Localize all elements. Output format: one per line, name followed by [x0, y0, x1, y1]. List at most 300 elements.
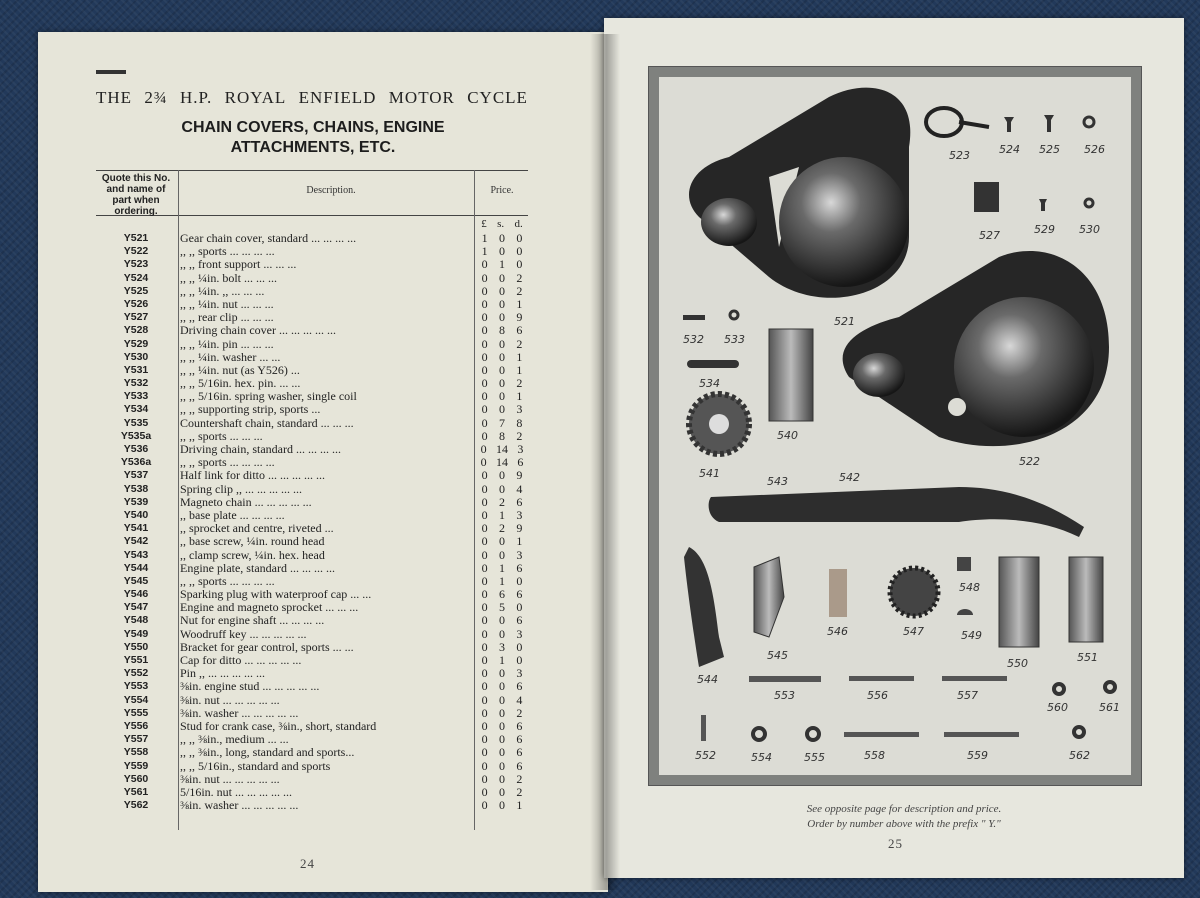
part-description: ,, ,, ¼in. ,, ... ... ...: [180, 284, 265, 298]
price-value: 0: [481, 376, 488, 391]
price-value: 0: [516, 600, 523, 615]
price-value: 0: [498, 389, 505, 404]
price-value: 14: [495, 455, 508, 470]
part-number: Y551: [123, 654, 149, 666]
part-label-551: 551: [1077, 651, 1098, 664]
part-number: Y553: [123, 680, 149, 693]
part-description: Woodruff key ... ... ... ... ...: [180, 627, 307, 641]
part-description: Countershaft chain, standard ... ... ...: [180, 416, 354, 430]
part-description: Gear chain cover, standard ... ... ... ...: [180, 232, 357, 245]
part-price: [476, 654, 528, 667]
part-number: Y545: [123, 574, 149, 587]
price-value: 0: [481, 428, 488, 443]
price-value: 0: [481, 521, 488, 536]
table-row: [96, 773, 528, 786]
table-row: [96, 338, 528, 351]
open-catalogue: [30, 14, 1180, 886]
table-row: [96, 377, 528, 390]
part-number: Y538: [123, 482, 149, 495]
price-value: 0: [481, 784, 488, 799]
price-value: 0: [498, 231, 505, 245]
table-row: [96, 799, 528, 812]
table-row: [96, 483, 528, 496]
part-description: Driving chain cover ... ... ... ... ...: [180, 324, 336, 338]
table-row: [96, 614, 528, 627]
part-number: Y548: [123, 614, 149, 627]
price-value: 0: [498, 310, 505, 325]
price-value: 0: [498, 376, 505, 391]
part-price: [476, 773, 528, 786]
part-price: [476, 733, 528, 746]
price-value: 0: [481, 639, 488, 654]
part-number: Y556: [123, 719, 149, 732]
table-row: [96, 430, 528, 443]
table-row: [96, 760, 528, 773]
part-price: [476, 680, 528, 693]
part-label-533: 533: [724, 333, 745, 346]
table-row: [96, 549, 528, 562]
part-label-546: 546: [827, 625, 848, 638]
price-value: 0: [498, 718, 505, 733]
table-row: [96, 417, 528, 430]
price-value: 14: [495, 442, 508, 456]
price-value: 0: [481, 402, 488, 417]
price-value: 0: [498, 771, 505, 786]
part-price: [476, 311, 528, 324]
part-number: Y522: [123, 245, 149, 258]
part-description: Cap for ditto ... ... ... ... ...: [180, 654, 302, 667]
price-value: 0: [498, 626, 505, 641]
table-row: [96, 522, 528, 535]
part-description: ,, ,, supporting strip, sports ...: [180, 403, 321, 417]
running-head-word: ENFIELD: [298, 88, 377, 107]
price-value: 0: [481, 534, 488, 549]
table-row: [96, 311, 528, 324]
part-label-549: 549: [961, 629, 982, 642]
part-number: Y555: [123, 706, 149, 719]
part-description: ,, ,, 5/16in. spring washer, single coil: [180, 390, 357, 404]
part-number: Y544: [123, 561, 149, 574]
part-description: ⅜in. washer ... ... ... ... ...: [180, 799, 299, 813]
price-value: 6: [516, 494, 523, 509]
part-price: [476, 364, 528, 377]
part-label-530: 530: [1079, 223, 1100, 236]
price-value: 0: [481, 679, 488, 694]
price-value: 0: [498, 692, 505, 707]
table-row: [96, 285, 528, 298]
part-price: [476, 720, 528, 733]
price-value: 0: [481, 349, 488, 364]
table-row: [96, 746, 528, 759]
part-price: [476, 496, 528, 509]
part-label-562: 562: [1069, 749, 1090, 762]
part-price: [476, 628, 528, 641]
price-value: 1: [481, 231, 488, 245]
price-value: 6: [516, 587, 523, 602]
part-number: Y539: [123, 495, 149, 508]
plate-caption: [684, 802, 1124, 832]
part-description: ⅜in. engine stud ... ... ... ... ...: [180, 680, 320, 694]
price-value: 0: [498, 758, 505, 773]
price-value: 6: [516, 613, 523, 628]
key-549: [957, 609, 973, 615]
price-value: 0: [481, 732, 488, 747]
part-price: [476, 707, 528, 720]
price-value: 0: [481, 771, 488, 786]
part-description: Engine and magneto sprocket ... ... ...: [180, 601, 359, 615]
section-title-line1: CHAIN COVERS, CHAINS, ENGINE: [181, 119, 445, 136]
part-description: ,, ,, sports ... ... ... ...: [180, 456, 275, 470]
table-row: [96, 575, 528, 588]
price-value: 1: [498, 507, 505, 522]
part-number: Y561: [123, 785, 149, 798]
table-row: [96, 351, 528, 364]
price-value: 9: [516, 468, 523, 483]
price-value: 8: [498, 323, 505, 338]
part-label-523: 523: [949, 149, 970, 162]
part-number: Y523: [123, 258, 149, 271]
part-description: ⅜in. nut ... ... ... ... ...: [180, 693, 280, 707]
table-body: [96, 232, 528, 812]
price-value: 6: [516, 560, 523, 575]
table-row: [96, 694, 528, 707]
header-description: Description.: [306, 185, 356, 196]
price-value: 1: [498, 257, 505, 272]
price-value: 8: [498, 428, 505, 443]
price-value: 0: [498, 534, 505, 549]
nut-548: [957, 557, 971, 571]
price-value: 9: [516, 521, 523, 536]
part-number: Y531: [123, 363, 149, 376]
part-label-547: 547: [903, 625, 924, 638]
part-price: [476, 509, 528, 522]
table-row: [96, 298, 528, 311]
part-description: ,, ,, ⅜in., medium ... ...: [180, 733, 289, 747]
table-row: [96, 535, 528, 548]
table-row: [96, 232, 528, 245]
sparking-plug-546: [829, 569, 847, 617]
table-row: [96, 272, 528, 285]
part-price: [476, 377, 528, 390]
part-number: Y525: [123, 284, 149, 297]
cap-551: [1069, 557, 1103, 642]
part-number: Y559: [123, 759, 149, 772]
price-value: 0: [498, 613, 505, 628]
price-value: 6: [517, 455, 524, 470]
part-number: Y521: [123, 232, 149, 244]
part-number: Y543: [123, 548, 149, 561]
price-value: 0: [481, 468, 488, 483]
price-value: 0: [481, 745, 488, 760]
page-number-right: 25: [888, 836, 903, 851]
part-label-554: 554: [751, 751, 772, 764]
part-price: [476, 641, 528, 654]
price-value: 0: [498, 481, 505, 496]
price-value: 0: [481, 600, 488, 615]
part-price: [476, 245, 528, 258]
table-row: [96, 601, 528, 614]
part-description: Half link for ditto ... ... ... ... ...: [180, 469, 325, 483]
part-label-532: 532: [683, 333, 704, 346]
price-value: 2: [516, 428, 523, 443]
price-value: 0: [481, 270, 488, 285]
part-label-527: 527: [979, 229, 1000, 242]
price-value: 0: [516, 653, 523, 667]
part-price: [476, 443, 528, 456]
price-value: 0: [516, 231, 523, 245]
right-page: [604, 18, 1184, 878]
part-price: [476, 272, 528, 285]
part-number: Y535: [123, 416, 149, 429]
part-price: [476, 799, 528, 812]
part-number: Y536: [123, 443, 149, 455]
price-value: 1: [516, 349, 523, 364]
part-number: Y549: [123, 627, 149, 640]
price-value: 1: [498, 653, 505, 667]
price-units: [476, 218, 528, 230]
table-row: [96, 456, 528, 469]
part-label-557: 557: [957, 689, 978, 702]
table-row: [96, 588, 528, 601]
price-value: 0: [516, 257, 523, 272]
price-value: 0: [498, 784, 505, 799]
price-value: 0: [498, 468, 505, 483]
price-value: 0: [481, 507, 488, 522]
table-row: [96, 667, 528, 680]
part-number: Y537: [123, 469, 149, 482]
price-value: 6: [498, 587, 505, 602]
price-value: 0: [480, 442, 487, 456]
price-value: 0: [481, 257, 488, 272]
part-label-561: 561: [1099, 701, 1120, 714]
part-price: [476, 338, 528, 351]
strip-534: [687, 360, 739, 368]
section-title: [98, 118, 528, 158]
table-row: [96, 720, 528, 733]
part-price: [476, 562, 528, 575]
price-value: 8: [516, 415, 523, 430]
part-price: [476, 667, 528, 680]
part-price: [476, 403, 528, 416]
part-number: Y554: [123, 693, 149, 706]
part-price: [476, 298, 528, 311]
price-value: 2: [516, 376, 523, 391]
table-row: [96, 509, 528, 522]
price-value: 0: [498, 296, 505, 311]
header-quote-line: Quote this No.: [101, 173, 171, 184]
price-value: 6: [516, 732, 523, 747]
part-description: Driving chain, standard ... ... ... ...: [180, 443, 341, 456]
price-value: 6: [516, 758, 523, 773]
price-value: 0: [498, 547, 505, 562]
price-value: 7: [498, 415, 505, 430]
header-quote-line: and name of: [106, 184, 166, 195]
part-number: Y550: [123, 640, 149, 653]
part-label-526: 526: [1084, 143, 1105, 156]
part-description: ,, ,, ¼in. pin ... ... ...: [180, 337, 274, 351]
part-description: 5/16in. nut ... ... ... ... ...: [180, 785, 293, 799]
price-value: 3: [516, 547, 523, 562]
price-value: 3: [516, 507, 523, 522]
price-value: 0: [498, 349, 505, 364]
part-number: Y552: [123, 667, 149, 680]
price-value: 2: [516, 705, 523, 720]
price-value: 0: [481, 705, 488, 720]
part-number: Y557: [123, 733, 149, 746]
table-header: [96, 170, 528, 216]
sprocket-547: [890, 568, 938, 616]
running-head-word: MOTOR: [388, 88, 455, 107]
part-number: Y541: [123, 522, 149, 535]
header-quote-line: part when: [112, 195, 160, 206]
price-value: 0: [498, 244, 505, 259]
part-number: Y526: [123, 297, 149, 310]
part-price: [476, 324, 528, 337]
part-price: [476, 285, 528, 298]
price-value: 9: [516, 310, 523, 325]
price-value: 0: [481, 389, 488, 404]
table-row: [96, 496, 528, 509]
part-label-559: 559: [967, 749, 988, 762]
price-unit: £: [481, 218, 487, 230]
part-price: [476, 469, 528, 482]
price-value: 1: [498, 560, 505, 575]
parts-table: [96, 170, 528, 830]
part-label-553: 553: [774, 689, 795, 702]
price-value: 0: [481, 798, 488, 813]
ink-mark: [96, 70, 126, 74]
price-value: 5: [498, 600, 505, 615]
price-value: 0: [481, 613, 488, 628]
part-number: Y528: [123, 324, 149, 337]
price-value: 0: [481, 362, 488, 377]
part-label-542: 542: [839, 471, 860, 484]
price-value: 0: [481, 692, 488, 707]
part-price: [476, 614, 528, 627]
section-title-line2: ATTACHMENTS, ETC.: [230, 139, 396, 156]
table-row: [96, 324, 528, 337]
part-description: Bracket for gear control, sports ... ...: [180, 640, 354, 654]
part-price: [476, 258, 528, 271]
left-page: [38, 32, 608, 892]
price-value: 0: [498, 732, 505, 747]
price-value: 0: [481, 547, 488, 562]
price-value: 0: [481, 323, 488, 338]
price-value: 0: [498, 362, 505, 377]
part-description: ,, ,, front support ... ... ...: [180, 258, 297, 272]
part-description: ,, ,, ¼in. nut ... ... ...: [180, 297, 274, 311]
base-plate-540: [769, 329, 813, 421]
price-value: 0: [516, 244, 523, 259]
table-row: [96, 469, 528, 482]
running-head-word: H.P.: [179, 88, 213, 107]
table-row: [96, 733, 528, 746]
part-label-529: 529: [1034, 223, 1055, 236]
price-value: 0: [498, 270, 505, 285]
part-description: ,, ,, ¼in. bolt ... ... ...: [180, 271, 278, 285]
part-price: [476, 746, 528, 759]
part-label-521: 521: [834, 315, 855, 328]
part-description: Magneto chain ... ... ... ... ...: [180, 495, 312, 509]
price-value: 3: [516, 626, 523, 641]
price-value: 4: [516, 692, 523, 707]
part-label-558: 558: [864, 749, 885, 762]
price-value: 6: [516, 323, 523, 338]
part-price: [476, 390, 528, 403]
price-value: 0: [516, 639, 523, 654]
part-number: Y540: [123, 508, 149, 521]
price-value: 2: [516, 771, 523, 786]
price-value: 0: [481, 336, 488, 351]
price-value: 0: [498, 666, 505, 681]
parts-illustration: [659, 77, 1131, 775]
part-description: Nut for engine shaft ... ... ... ...: [180, 614, 325, 628]
part-description: ⅜in. nut ... ... ... ... ...: [180, 772, 280, 786]
part-label-534: 534: [699, 377, 720, 390]
part-description: ,, ,, ¼in. nut (as Y526) ...: [180, 363, 300, 377]
part-price: [476, 522, 528, 535]
part-price: [476, 601, 528, 614]
part-label-524: 524: [999, 143, 1020, 156]
price-value: 0: [481, 626, 488, 641]
price-value: 0: [481, 653, 488, 667]
part-description: Engine plate, standard ... ... ... ...: [180, 561, 335, 575]
price-value: 2: [498, 521, 505, 536]
price-value: 0: [498, 402, 505, 417]
part-description: ,, clamp screw, ¼in. hex. head: [180, 548, 325, 562]
table-row: [96, 403, 528, 416]
price-unit: s.: [497, 218, 505, 230]
rear-clip-527: [974, 182, 999, 212]
part-number: Y562: [123, 799, 149, 812]
price-value: 2: [516, 270, 523, 285]
part-number: Y532: [123, 377, 149, 390]
caption-line1: See opposite page for description and price.: [806, 803, 1002, 815]
part-price: [476, 694, 528, 707]
part-number: Y535a: [120, 429, 152, 442]
price-value: 0: [481, 587, 488, 602]
book-gutter: [590, 34, 620, 890]
price-value: 0: [498, 705, 505, 720]
driving-chain-cover-528: [709, 487, 1084, 537]
price-value: 6: [516, 745, 523, 760]
part-price: [476, 483, 528, 496]
part-label-543: 543: [767, 475, 788, 488]
header-quote: [96, 173, 176, 217]
sprocket-541: [689, 394, 749, 454]
part-label-552: 552: [695, 749, 716, 762]
part-label-550: 550: [1007, 657, 1028, 670]
engine-plate-545: [754, 557, 784, 637]
part-number: Y529: [123, 337, 149, 350]
part-label-541: 541: [699, 467, 720, 480]
part-number: Y546: [123, 588, 149, 601]
part-label-560: 560: [1047, 701, 1068, 714]
price-value: 6: [516, 718, 523, 733]
part-description: ,, ,, 5/16in. hex. pin. ... ...: [180, 377, 301, 391]
part-price: [476, 786, 528, 799]
running-head-word: ROYAL: [224, 88, 287, 107]
part-label-525: 525: [1039, 143, 1060, 156]
engine-plate-544: [684, 547, 724, 667]
part-number: Y560: [123, 772, 149, 785]
part-price: [476, 549, 528, 562]
part-label-556: 556: [867, 689, 888, 702]
part-price: [476, 588, 528, 601]
price-value: 0: [498, 336, 505, 351]
price-value: 3: [516, 402, 523, 417]
table-row: [96, 245, 528, 258]
